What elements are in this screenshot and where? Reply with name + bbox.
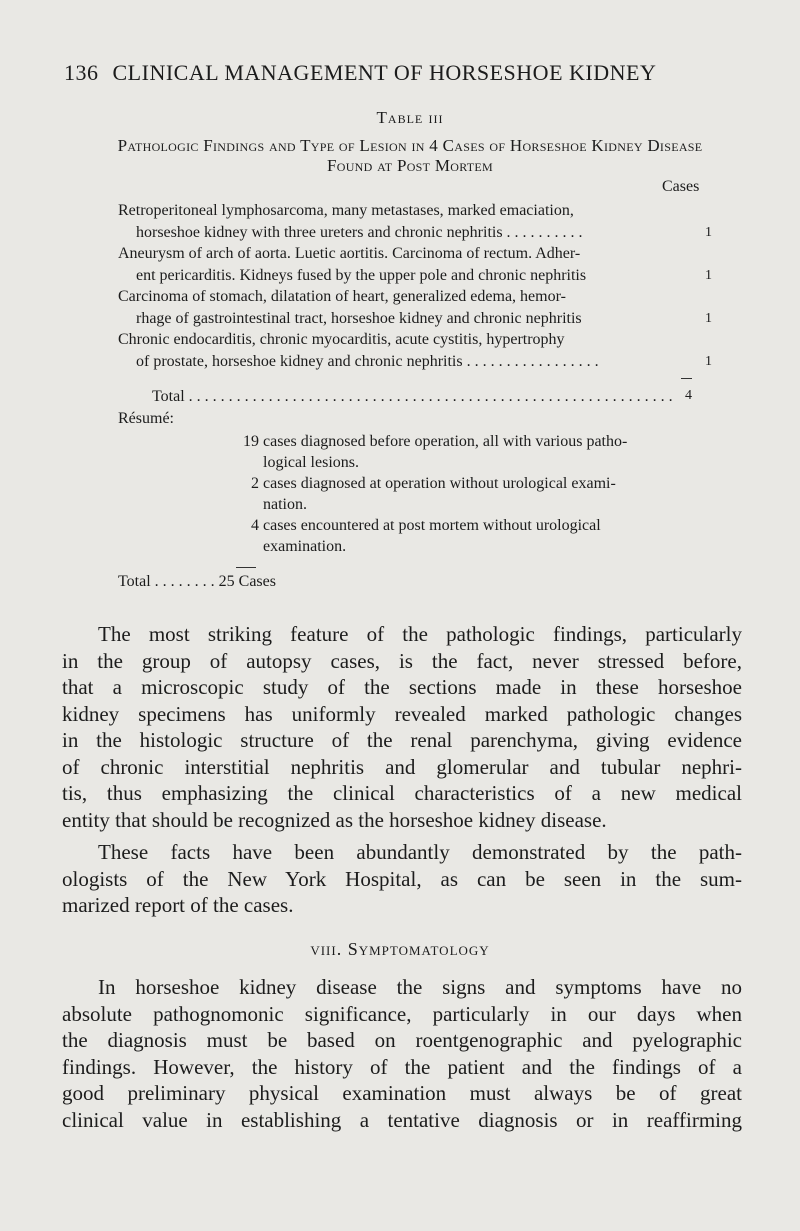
text-line: the diagnosis must be based on roentgenographic and pyelographic: [62, 1028, 742, 1052]
resume-total-label: Total . . . . . . . .: [118, 573, 215, 590]
text-line: tis, thus emphasizing the clinical characteristics of a new medical: [62, 781, 742, 805]
running-head: [64, 60, 754, 86]
paragraph-symptomatology: [62, 974, 742, 1133]
table-total-value: 4: [685, 388, 692, 403]
resume-count: 2: [251, 475, 259, 492]
table-label: Table iii: [376, 108, 444, 127]
resume-sum-rule: [236, 567, 256, 568]
table-total: [152, 388, 692, 406]
resume-text-cont: nation.: [263, 496, 307, 513]
table-row-line1: Aneurysm of arch of aorta. Luetic aortitis. Carcinoma of rectum. Adher-: [118, 245, 581, 262]
table-row: [118, 243, 712, 286]
text-line: clinical value in establishing a tentative diagnosis or in reaffirming: [62, 1107, 742, 1132]
resume-label: Résumé:: [118, 410, 174, 427]
resume-total: [118, 573, 276, 591]
list-item: [238, 515, 698, 557]
table-row-cases: 1: [705, 224, 712, 240]
text-line: The most striking feature of the pathologic findings, particularly: [98, 622, 742, 646]
table-row-line1: Chronic endocarditis, chronic myocarditis, acute cystitis, hypertrophy: [118, 331, 565, 348]
resume-text-cont: examination.: [263, 538, 347, 555]
resume-text-cont: logical lesions.: [263, 454, 359, 471]
page-number: 136: [64, 60, 99, 85]
table-caption-line2: Found at Post Mortem: [326, 156, 494, 175]
text-line: absolute pathognomonic significance, particularly in our days when: [62, 1001, 742, 1026]
resume-text: cases diagnosed before operation, all with various patho-: [263, 433, 628, 450]
table-row-line1: Carcinoma of stomach, dilatation of heart, generalized edema, hemor-: [118, 288, 566, 305]
list-item: [238, 431, 698, 473]
table-row: [118, 286, 712, 329]
running-head-title: CLINICAL MANAGEMENT OF HORSESHOE KIDNEY: [112, 60, 657, 85]
resume-count: 19: [243, 433, 259, 450]
list-item: [238, 473, 698, 515]
table-row-cases: 1: [705, 267, 712, 283]
table-row-cases: 1: [705, 353, 712, 369]
resume-total-value: 25 Cases: [218, 573, 276, 590]
resume-list: [238, 431, 698, 557]
table-total-label: Total . . . . . . . . . . . . . . . . . . . . . . . . . . . . . . . . . . . . . . . . . . . . . . . . . . . . . . . . . . . . .: [152, 388, 673, 405]
table-row-cases: 1: [705, 310, 712, 326]
text-line: findings. However, the history of the patient and the findings of a: [62, 1054, 742, 1079]
paragraph-pathologists: [62, 839, 742, 919]
text-line: marized report of the cases.: [62, 893, 294, 917]
paragraph-pathologic-findings: [62, 621, 742, 833]
resume-count: 4: [251, 517, 259, 534]
table-row: [118, 200, 712, 243]
text-line: In horseshoe kidney disease the signs and symptoms have no: [98, 975, 742, 999]
table-row-line1: Retroperitoneal lymphosarcoma, many metastases, marked emaciation,: [118, 202, 574, 219]
table-row: [118, 329, 712, 372]
table-row-line2: rhage of gastrointestinal tract, horseshoe kidney and chronic nephritis: [136, 309, 582, 327]
table-caption: [55, 136, 765, 176]
resume-text: cases diagnosed at operation without urological exami-: [263, 475, 616, 492]
table-entries: [118, 200, 712, 372]
text-line: These facts have been abundantly demonstrated by the path-: [98, 840, 742, 864]
table-row-line2: of prostate, horseshoe kidney and chronic nephritis . . . . . . . . . . . . . . . . .: [136, 352, 599, 370]
cases-column-header: Cases: [662, 178, 700, 195]
text-line: in the histologic structure of the renal parenchyma, giving evidence: [62, 728, 742, 752]
text-line: ologists of the New York Hospital, as can be seen in the sum-: [62, 866, 742, 891]
text-line: entity that should be recognized as the horseshoe kidney disease.: [62, 807, 607, 832]
section-heading: viii. Symptomatology: [310, 939, 490, 959]
text-line: good preliminary physical examination must always be of great: [62, 1081, 742, 1105]
table-caption-line1: Pathologic Findings and Type of Lesion in 4 Cases of Horseshoe Kidney Disease: [117, 136, 703, 155]
table-row-line2: horseshoe kidney with three ureters and chronic nephritis . . . . . . . . . .: [136, 223, 583, 241]
text-line: that a microscopic study of the sections made in these horseshoe: [62, 675, 742, 699]
resume-text: cases encountered at post mortem without urological: [263, 517, 601, 534]
text-line: in the group of autopsy cases, is the fact, never stressed before,: [62, 648, 742, 673]
text-line: of chronic interstitial nephritis and glomerular and tubular nephri-: [62, 754, 742, 779]
text-line: kidney specimens has uniformly revealed marked pathologic changes: [62, 701, 742, 726]
sum-rule: [681, 378, 692, 379]
table-row-line2: ent pericarditis. Kidneys fused by the upper pole and chronic nephritis: [136, 266, 587, 284]
